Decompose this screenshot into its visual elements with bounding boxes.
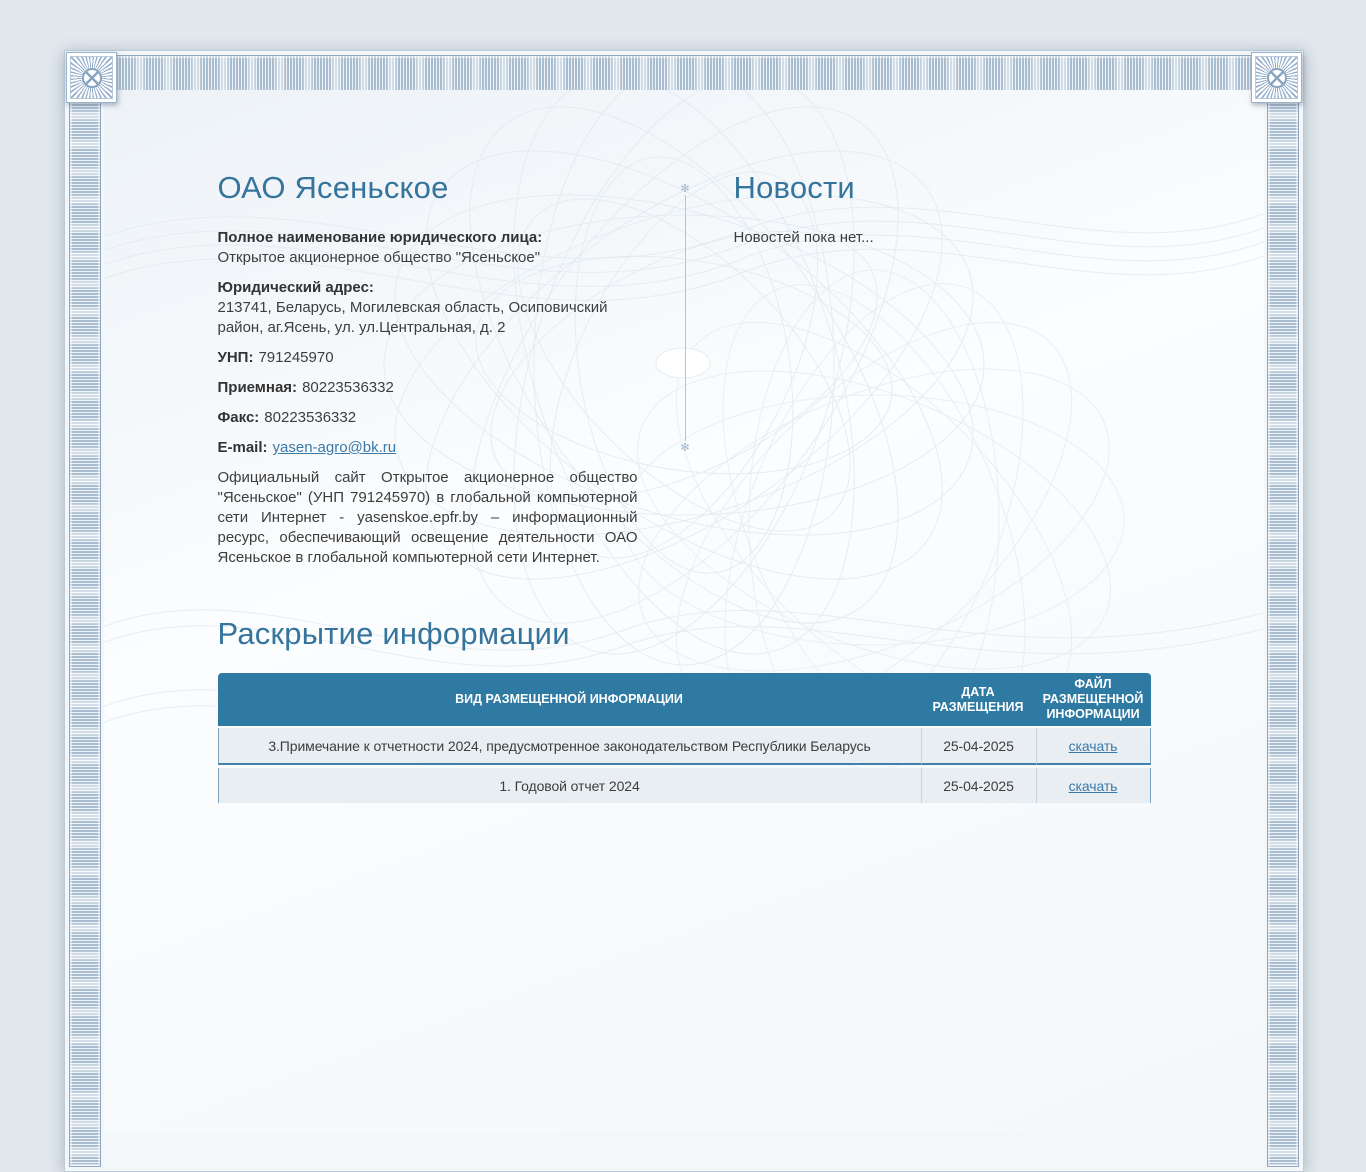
company-info-section [218, 170, 638, 568]
table-row [218, 768, 1151, 803]
column-divider-ornament [685, 195, 686, 441]
news-title: Новости [733, 170, 855, 205]
row-date: 25-04-2025 [921, 728, 1036, 765]
row-info-type: 3.Примечание к отчетности 2024, предусмотренное законодательством Республики Беларусь [218, 728, 921, 765]
address-label: Юридический адрес: [217, 279, 374, 296]
full-name-block [218, 228, 638, 268]
full-name-label: Полное наименование юридического лица: [217, 229, 543, 246]
row-file-cell [1036, 768, 1151, 803]
row-date: 25-04-2025 [921, 768, 1036, 803]
email-label: E-mail: [217, 439, 268, 456]
disclosure-table [218, 673, 1151, 803]
page-content-area [104, 90, 1264, 1132]
unp-label: УНП: [217, 349, 254, 366]
company-description: Официальный сайт Открытое акционерное общество "Ясеньское" (УНП 791245970) в глобальной компьютерной сети Интернет - yasenskoe.epfr.by – информационный ресурс, обеспечивающий освещение деятельности ОАО Ясеньское в глобальной компьютерной сети Интернет. [217, 469, 638, 566]
reception-value: 80223536332 [302, 379, 394, 396]
border-pattern-right [1267, 55, 1299, 1167]
col-header-date: ДАТА РАЗМЕЩЕНИЯ [921, 673, 1036, 728]
unp-line [218, 348, 638, 368]
download-link[interactable]: скачать [1068, 778, 1118, 794]
col-header-file: ФАЙЛ РАЗМЕЩЕННОЙ ИНФОРМАЦИИ [1036, 673, 1151, 728]
fax-label: Факс: [217, 409, 260, 426]
address-block [218, 278, 638, 338]
row-file-cell [1036, 728, 1151, 765]
full-name-value: Открытое акционерное общество "Ясеньское" [217, 249, 541, 266]
fax-value: 80223536332 [264, 409, 357, 426]
table-row [218, 728, 1151, 765]
row-info-type: 1. Годовой отчет 2024 [218, 768, 921, 803]
download-link[interactable]: скачать [1068, 738, 1118, 754]
news-empty-message: Новостей пока нет... [733, 229, 874, 246]
rosette-emblem [1267, 68, 1287, 88]
rosette-corner-icon [1251, 52, 1302, 103]
rosette-emblem [82, 68, 102, 88]
border-pattern-left [69, 55, 101, 1167]
email-link[interactable]: yasen-agro@bk.ru [272, 439, 397, 456]
news-section [734, 170, 1151, 258]
table-header-row [218, 673, 1151, 728]
reception-label: Приемная: [217, 379, 298, 396]
certificate-frame [64, 50, 1304, 1172]
reception-line [218, 378, 638, 398]
fax-line [218, 408, 638, 428]
rosette-corner-icon [66, 52, 117, 103]
page-title: ОАО Ясеньское [217, 170, 449, 205]
address-value: 213741, Беларусь, Могилевская область, Осиповичский район, аг.Ясень, ул. ул.Центральная, д. 2 [217, 299, 608, 336]
disclosure-title: Раскрытие информации [217, 616, 570, 651]
col-header-info-type: ВИД РАЗМЕЩЕННОЙ ИНФОРМАЦИИ [218, 673, 921, 728]
email-line [218, 438, 638, 458]
unp-value: 791245970 [258, 349, 334, 366]
